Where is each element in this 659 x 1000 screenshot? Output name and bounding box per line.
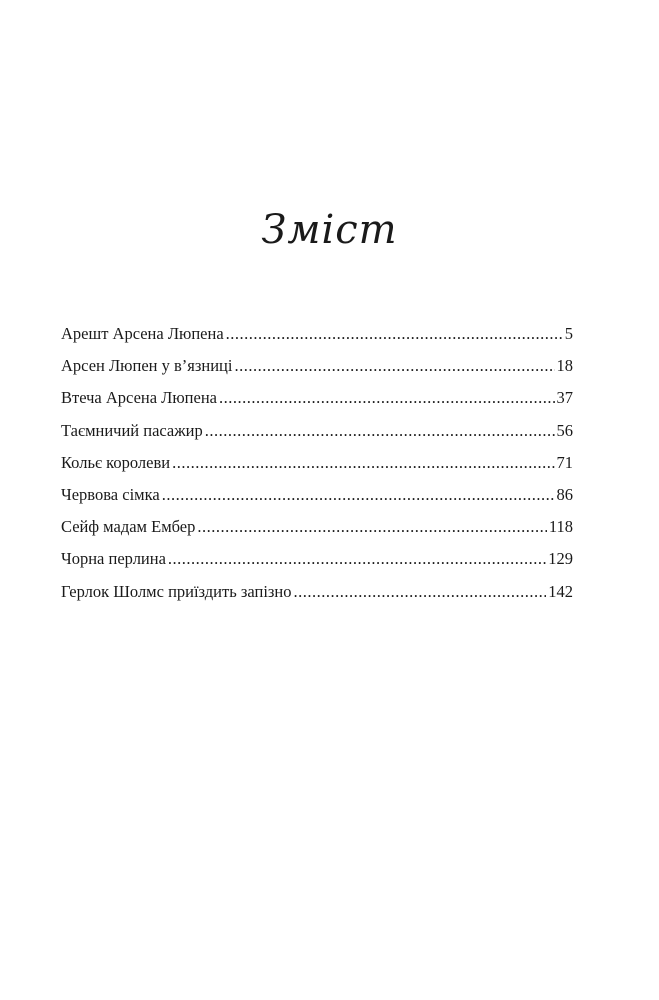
- toc-dot-leader: [197, 519, 546, 536]
- toc-entry[interactable]: [61, 551, 573, 583]
- toc-list: [61, 326, 573, 616]
- toc-entry-title: Втеча Арсена Люпена: [61, 388, 217, 408]
- toc-entry[interactable]: [61, 581, 573, 616]
- toc-entry[interactable]: [61, 484, 573, 519]
- toc-entry-page: 142: [548, 581, 573, 601]
- toc-dot-leader: [294, 584, 547, 601]
- toc-entry-page: 56: [556, 420, 573, 440]
- toc-entry-title: Арсен Люпен у в’язниці: [61, 356, 233, 376]
- toc-dot-leader: [219, 390, 555, 407]
- toc-heading: Зміст: [261, 207, 398, 253]
- toc-entry-title: Арешт Арсена Люпена: [61, 324, 224, 343]
- toc-entry-title: Чорна перлина: [61, 549, 166, 569]
- toc-dot-leader: [226, 326, 563, 343]
- toc-entry-title: Кольє королеви: [61, 452, 171, 472]
- toc-entry-page: 86: [556, 484, 573, 504]
- toc-entry-title: Герлок Шолмс приїздить запізно: [61, 581, 292, 601]
- toc-entry[interactable]: [61, 519, 573, 551]
- toc-entry-title: Сейф мадам Ембер: [61, 517, 196, 537]
- toc-dot-leader: [172, 455, 554, 472]
- toc-entry[interactable]: [61, 452, 573, 487]
- toc-entry[interactable]: [61, 326, 573, 358]
- toc-entry-title: Червова сімка: [61, 484, 160, 504]
- toc-entry-page: 37: [556, 388, 573, 408]
- toc-dot-leader: [162, 487, 555, 504]
- toc-entry[interactable]: [61, 358, 573, 390]
- toc-entry[interactable]: [61, 390, 573, 422]
- toc-entry-page: 18: [556, 356, 573, 376]
- toc-entry-page: 5: [564, 324, 573, 343]
- toc-dot-leader: [205, 423, 555, 440]
- toc-entry-page: 129: [548, 549, 573, 569]
- toc-dot-leader: [234, 358, 554, 375]
- toc-entry[interactable]: [61, 420, 573, 455]
- toc-entry-page: 71: [556, 452, 573, 472]
- toc-entry-title: Таємничий пасажир: [61, 420, 203, 440]
- toc-entry-page: 118: [548, 517, 573, 537]
- toc-dot-leader: [168, 551, 546, 568]
